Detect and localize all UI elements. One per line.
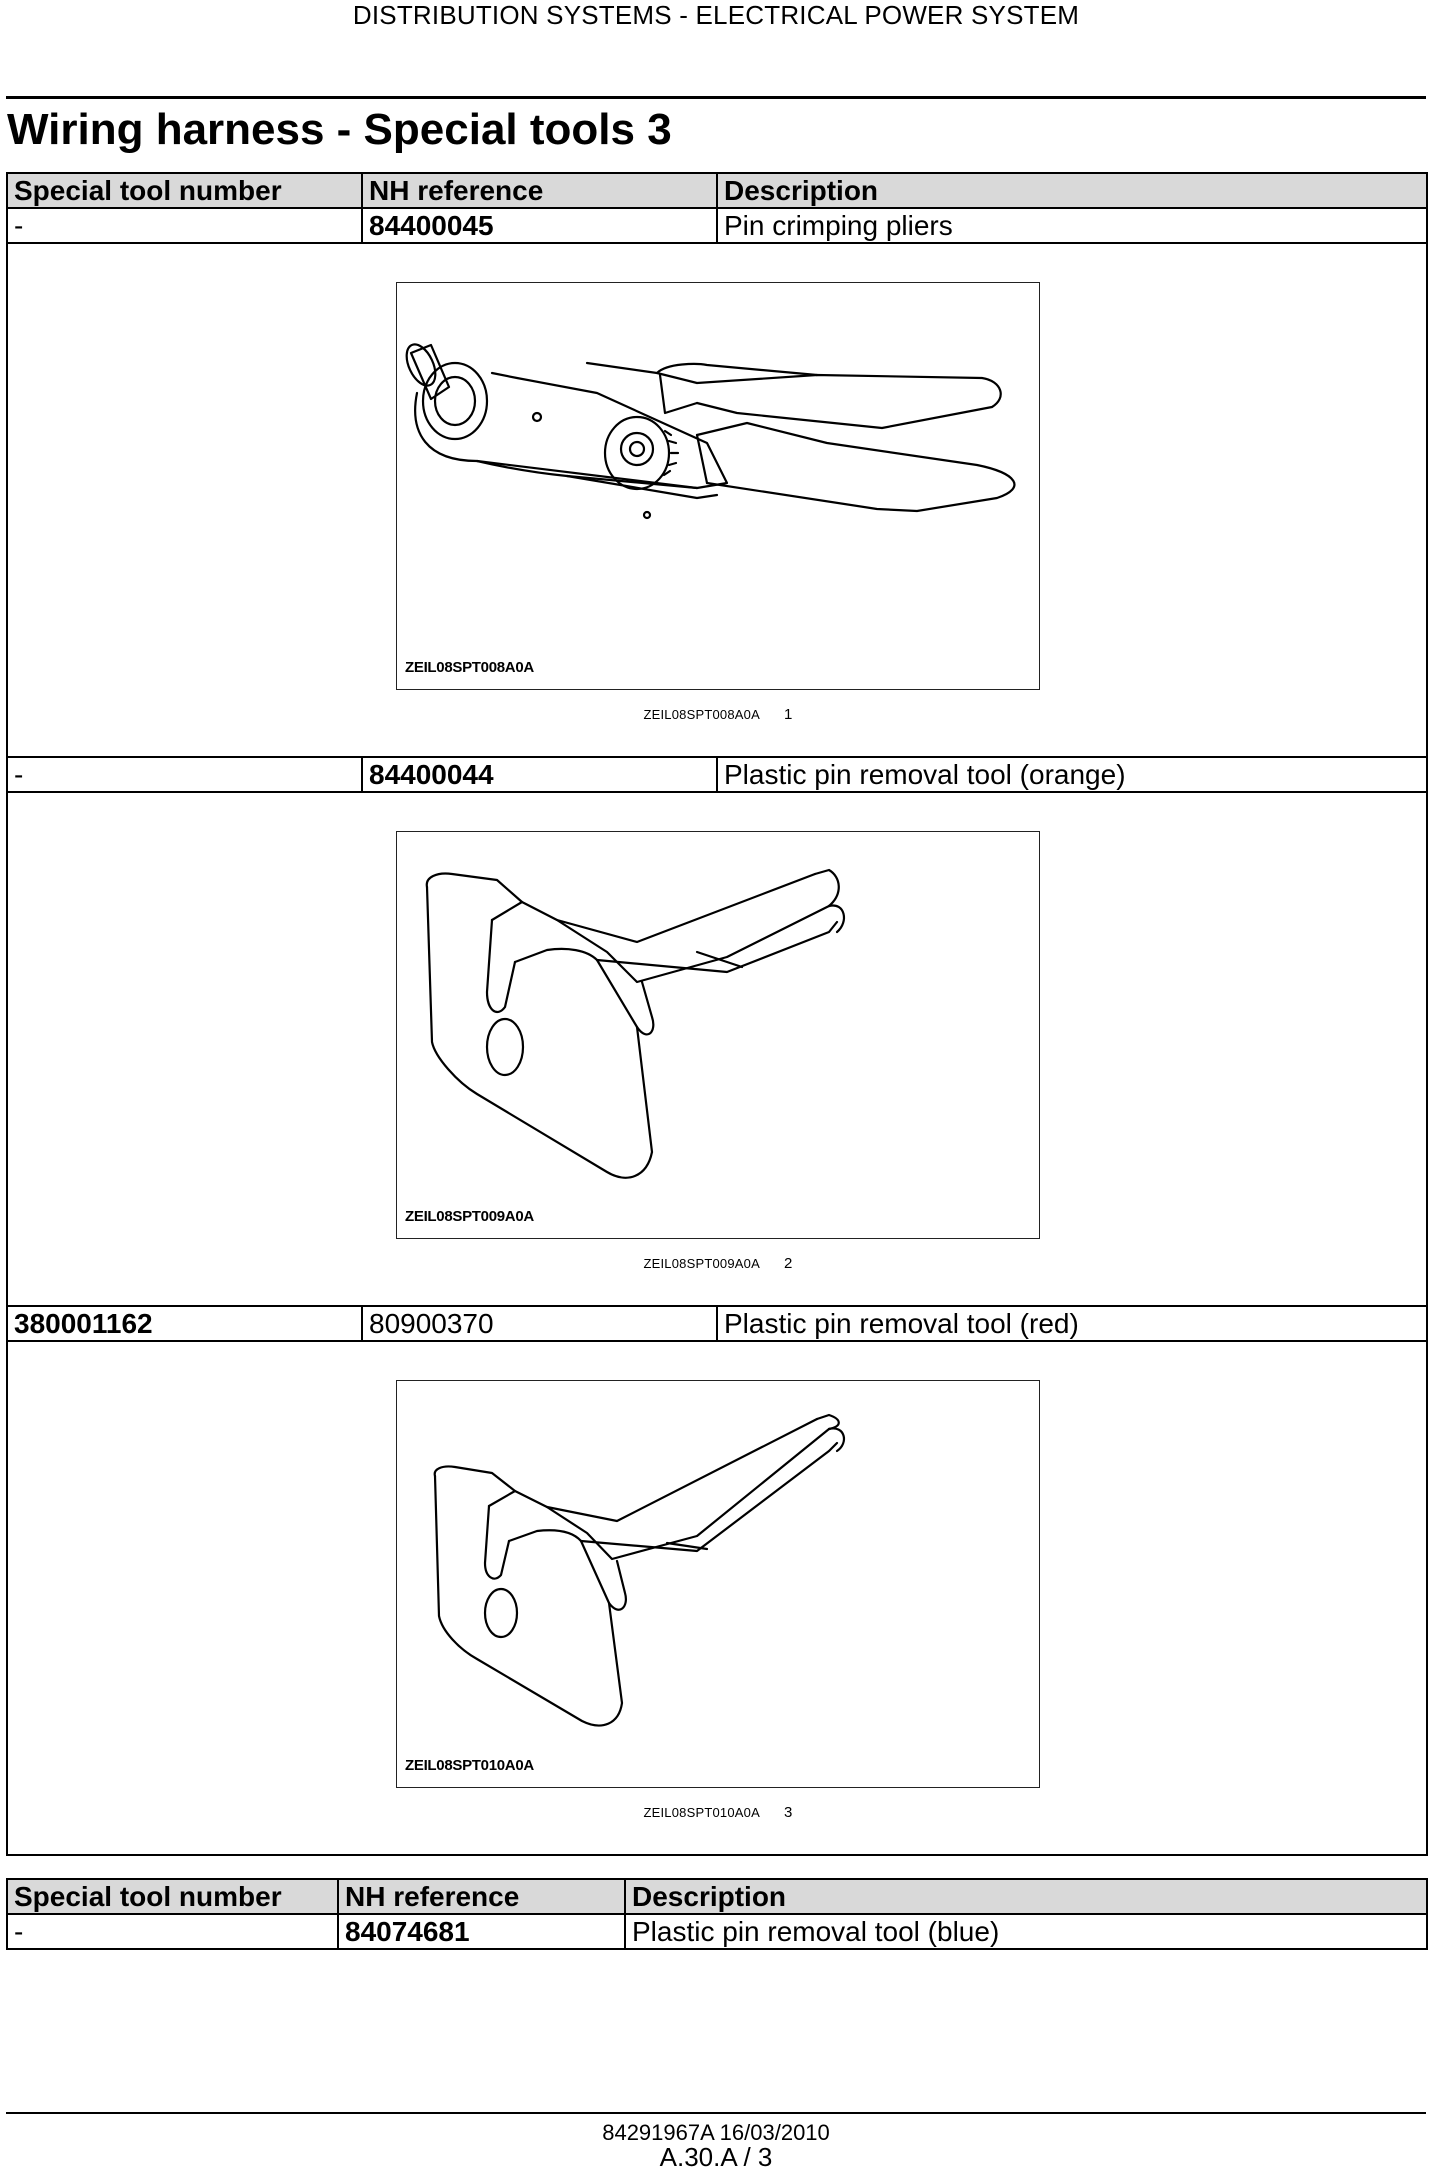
table-header-row [7, 173, 1427, 208]
column-header-nh-reference: NH reference [338, 1879, 625, 1914]
figure-caption [8, 1797, 1427, 1828]
page-header: DISTRIBUTION SYSTEMS - ELECTRICAL POWER SYSTEM [352, 0, 1080, 30]
figure-number: 3 [783, 1804, 793, 1821]
description-cell: Plastic pin removal tool (blue) [625, 1914, 1427, 1949]
figure-row [7, 792, 1427, 1306]
table-row [7, 208, 1427, 243]
figure-frame [396, 831, 1040, 1239]
footer-doc-code: 84291967A 16/03/2010 [602, 2120, 830, 2145]
pin-removal-tool-illustration [397, 832, 1038, 1237]
figure-caption-code: ZEIL08SPT009A0A [643, 1256, 760, 1271]
description-cell: Plastic pin removal tool (red) [717, 1306, 1427, 1341]
tool-number-cell: - [7, 208, 362, 243]
special-tools-table-2 [6, 1878, 1428, 1950]
header-rule [6, 96, 1426, 99]
pin-removal-tool-illustration [397, 1381, 1038, 1786]
figure-cell [7, 1341, 1427, 1855]
figure-row [7, 243, 1427, 757]
pin-crimping-pliers-illustration [397, 283, 1038, 688]
figure-caption [8, 1248, 1427, 1279]
column-header-description: Description [717, 173, 1427, 208]
footer-page-number: A.30.A / 3 [659, 2142, 773, 2172]
figure-caption-code: ZEIL08SPT008A0A [643, 707, 760, 722]
figure-cell [7, 792, 1427, 1306]
column-header-description: Description [625, 1879, 1427, 1914]
page-title: Wiring harness - Special tools 3 [7, 105, 672, 154]
description-cell: Pin crimping pliers [717, 208, 1427, 243]
table-row [7, 1306, 1427, 1341]
figure-row [7, 1341, 1427, 1855]
figure-label: ZEIL08SPT009A0A [405, 1208, 534, 1225]
figure-frame [396, 282, 1040, 690]
figure-number: 1 [783, 706, 793, 723]
nh-reference-cell: 80900370 [362, 1306, 717, 1341]
nh-reference-cell: 84400044 [362, 757, 717, 792]
figure-label: ZEIL08SPT008A0A [405, 659, 534, 676]
column-header-tool-number: Special tool number [7, 173, 362, 208]
description-cell: Plastic pin removal tool (orange) [717, 757, 1427, 792]
figure-cell [7, 243, 1427, 757]
table-row [7, 1914, 1427, 1949]
figure-number: 2 [783, 1255, 793, 1272]
figure-caption-code: ZEIL08SPT010A0A [643, 1805, 760, 1820]
table-row [7, 757, 1427, 792]
tool-number-cell: 380001162 [7, 1306, 362, 1341]
nh-reference-cell: 84400045 [362, 208, 717, 243]
figure-label: ZEIL08SPT010A0A [405, 1757, 534, 1774]
footer-rule [6, 2112, 1426, 2114]
tool-number-cell: - [7, 757, 362, 792]
table-header-row [7, 1879, 1427, 1914]
column-header-nh-reference: NH reference [362, 173, 717, 208]
nh-reference-cell: 84074681 [338, 1914, 625, 1949]
column-header-tool-number: Special tool number [7, 1879, 338, 1914]
special-tools-table [6, 172, 1428, 1856]
tool-number-cell: - [7, 1914, 338, 1949]
figure-frame [396, 1380, 1040, 1788]
figure-caption [8, 699, 1427, 730]
